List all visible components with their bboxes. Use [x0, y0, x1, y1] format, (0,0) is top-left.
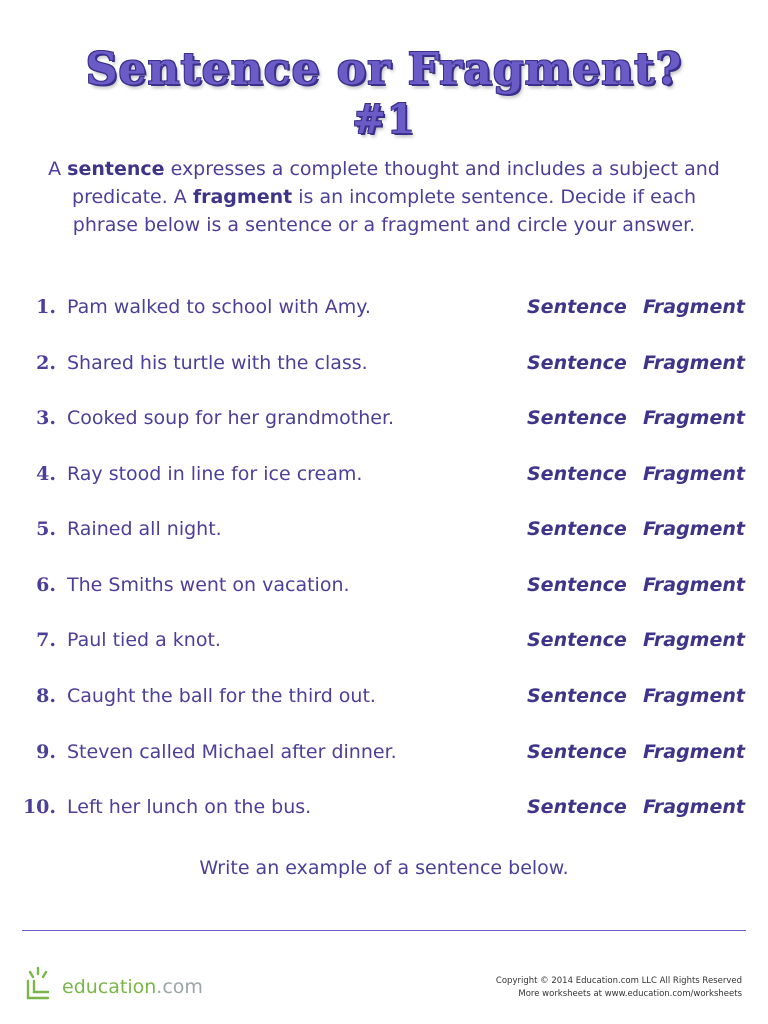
instructions-text-1: A	[48, 158, 68, 180]
question-number: 8.	[36, 685, 56, 707]
answer-sentence-option[interactable]: Sentence	[527, 796, 627, 818]
answer-fragment-option[interactable]: Fragment	[643, 407, 745, 429]
logo-wordmark-suffix: .com	[156, 976, 203, 998]
question-number: 3.	[36, 407, 56, 429]
copyright-line: Copyright © 2014 Education.com LLC All Rights Reserved	[495, 976, 742, 986]
question-text: Steven called Michael after dinner.	[67, 741, 397, 763]
answer-fragment-option[interactable]: Fragment	[643, 518, 745, 540]
question-item	[0, 574, 768, 606]
question-item	[0, 518, 768, 550]
question-text: Paul tied a knot.	[67, 629, 221, 651]
logo-wordmark-main: education	[62, 976, 157, 998]
question-text: Caught the ball for the third out.	[67, 685, 376, 707]
question-item	[0, 741, 768, 773]
question-number: 4.	[36, 463, 56, 485]
question-text: Left her lunch on the bus.	[67, 796, 312, 818]
question-text: Ray stood in line for ice cream.	[67, 463, 363, 485]
question-item	[0, 796, 768, 828]
book-logo-icon	[24, 964, 62, 1004]
answer-fragment-option[interactable]: Fragment	[643, 352, 745, 374]
logo-wordmark	[62, 976, 203, 998]
answer-fragment-option[interactable]: Fragment	[643, 463, 745, 485]
question-item	[0, 352, 768, 384]
question-item	[0, 685, 768, 717]
question-text: The Smiths went on vacation.	[67, 574, 350, 596]
answer-sentence-option[interactable]: Sentence	[527, 296, 627, 318]
worksheets-link[interactable]: More worksheets at www.education.com/worksheets	[518, 989, 742, 999]
answer-sentence-option[interactable]: Sentence	[527, 407, 627, 429]
instructions	[40, 155, 728, 239]
worksheet-title: Sentence or Fragment?	[85, 44, 683, 95]
question-text: Shared his turtle with the class.	[67, 352, 368, 374]
question-item	[0, 463, 768, 495]
question-item	[0, 407, 768, 439]
worksheet-number: #1	[352, 96, 416, 143]
answer-sentence-option[interactable]: Sentence	[527, 574, 627, 596]
question-number: 7.	[36, 629, 56, 651]
write-prompt: Write an example of a sentence below.	[199, 857, 569, 879]
answer-fragment-option[interactable]: Fragment	[643, 796, 745, 818]
answer-writing-line[interactable]	[22, 930, 746, 931]
question-item	[0, 296, 768, 328]
question-number: 9.	[36, 741, 56, 763]
instructions-text-2: expresses a complete thought and includes a subject and predicate. A	[72, 158, 720, 208]
answer-fragment-option[interactable]: Fragment	[643, 574, 745, 596]
question-text: Pam walked to school with Amy.	[67, 296, 371, 318]
answer-sentence-option[interactable]: Sentence	[527, 741, 627, 763]
question-number: 2.	[36, 352, 56, 374]
answer-fragment-option[interactable]: Fragment	[643, 741, 745, 763]
copyright-notice	[496, 975, 742, 1001]
answer-fragment-option[interactable]: Fragment	[643, 685, 745, 707]
term-fragment: fragment	[192, 186, 293, 208]
instructions-text-3: is an incomplete sentence. Decide if each phrase below is a sentence or a fragment and circle your answer.	[72, 186, 696, 236]
question-number: 1.	[36, 296, 56, 318]
answer-sentence-option[interactable]: Sentence	[527, 629, 627, 651]
answer-fragment-option[interactable]: Fragment	[643, 629, 745, 651]
answer-sentence-option[interactable]: Sentence	[527, 463, 627, 485]
answer-fragment-option[interactable]: Fragment	[643, 296, 745, 318]
question-text: Cooked soup for her grandmother.	[67, 407, 395, 429]
question-number: 6.	[36, 574, 56, 596]
answer-sentence-option[interactable]: Sentence	[527, 685, 627, 707]
education-com-logo	[24, 964, 224, 1004]
question-item	[0, 629, 768, 661]
answer-sentence-option[interactable]: Sentence	[527, 518, 627, 540]
question-number: 5.	[36, 518, 56, 540]
term-sentence: sentence	[67, 158, 165, 180]
answer-sentence-option[interactable]: Sentence	[527, 352, 627, 374]
question-number: 10.	[22, 796, 56, 818]
question-text: Rained all night.	[67, 518, 222, 540]
